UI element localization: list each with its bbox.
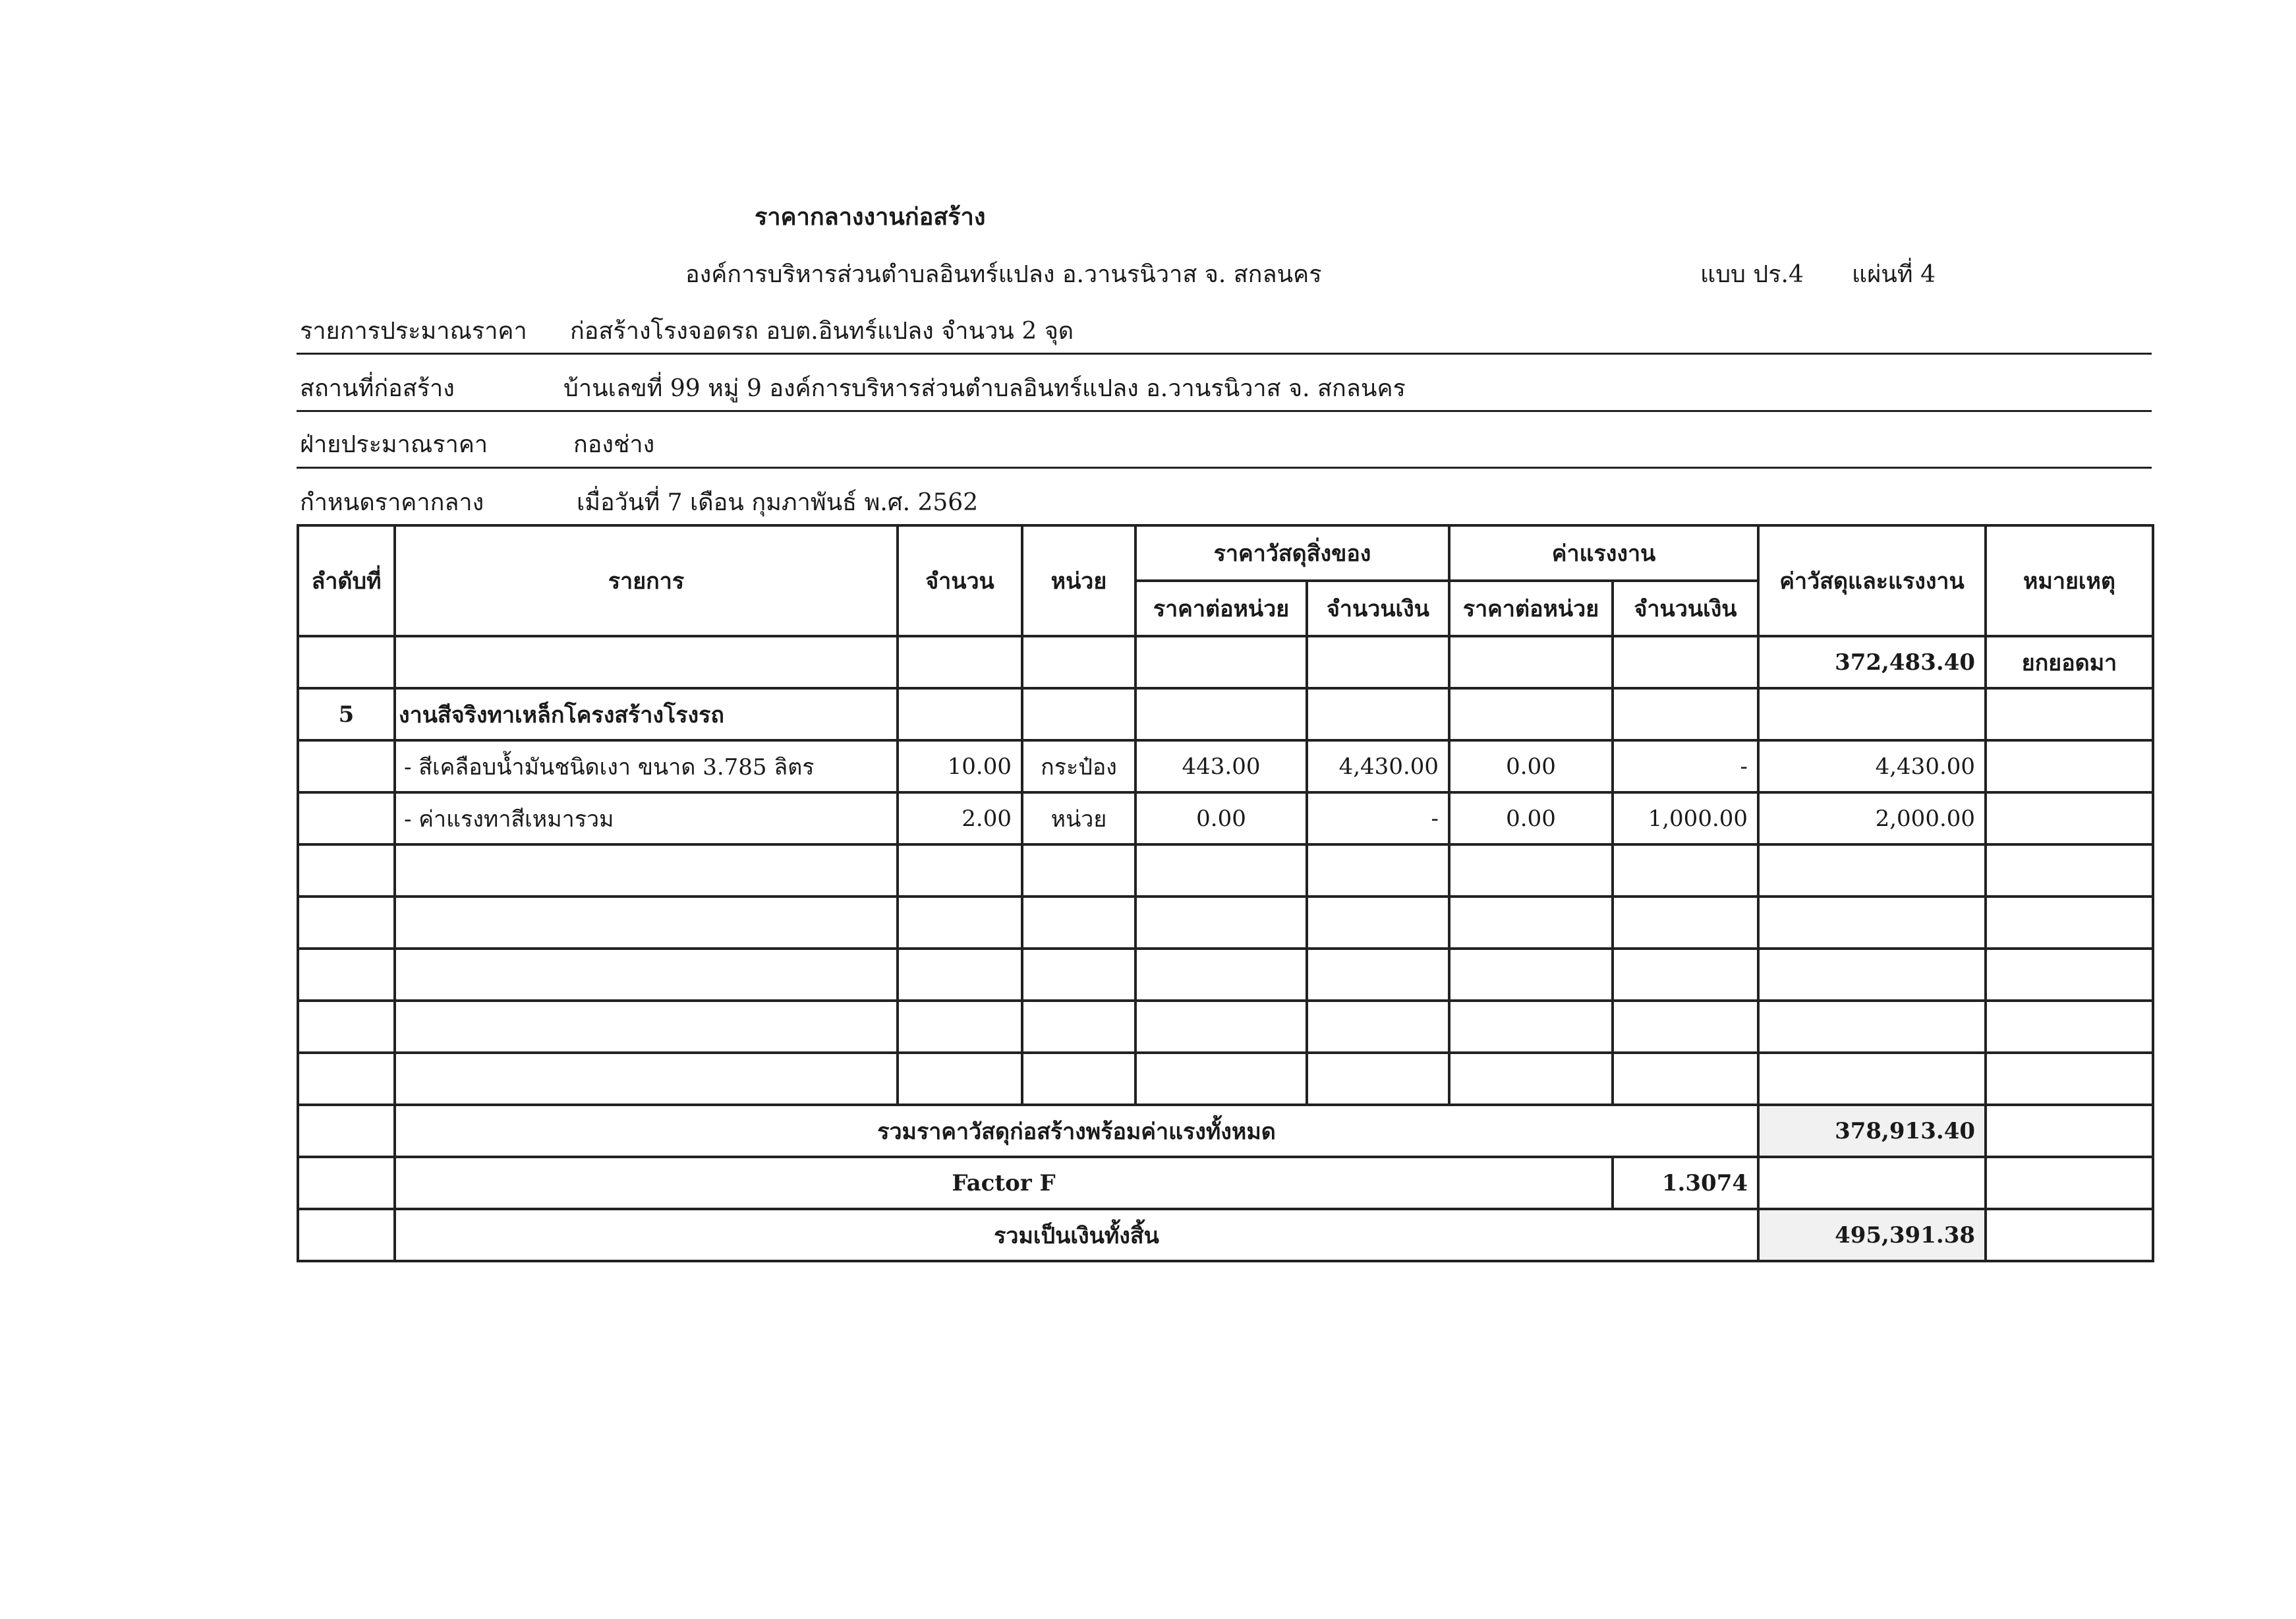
factor-value: 1.3074 (1613, 1157, 1758, 1209)
row-unit: กระป๋อง (1022, 740, 1135, 792)
subtotal-row (298, 1105, 2153, 1157)
carried-remark: ยกยอดมา (1986, 636, 2153, 688)
section-no: 5 (298, 688, 395, 740)
info-label-department: ฝ่ายประมาณราคา (300, 431, 488, 458)
col-header-mat-amount: จำนวนเงิน (1307, 581, 1449, 636)
divider (297, 467, 2152, 469)
info-value-date: เมื่อวันที่ 7 เดือน กุมภาพันธ์ พ.ศ. 2562 (577, 489, 979, 516)
row-mat-unit-price: 0.00 (1135, 792, 1307, 844)
divider (297, 353, 2152, 355)
col-header-unit: หน่วย (1022, 525, 1135, 636)
row-qty: 2.00 (898, 792, 1022, 844)
grand-total-label: รวมเป็นเงินทั้งสิ้น (395, 1209, 1758, 1261)
col-header-qty: จำนวน (898, 525, 1022, 636)
info-label-date: กำหนดราคากลาง (300, 489, 484, 516)
subtotal-label: รวมราคาวัสดุก่อสร้างพร้อมค่าแรงทั้งหมด (395, 1105, 1758, 1157)
info-value-location: บ้านเลขที่ 99 หมู่ 9 องค์การบริหารส่วนตำบลอินทร์แปลง อ.วานรนิวาส จ. สกลนคร (563, 375, 1406, 402)
info-value-project: ก่อสร้างโรงจอดรถ อบต.อินทร์แปลง จำนวน 2 จุด (570, 318, 1074, 345)
table-row-empty (298, 897, 2153, 949)
col-header-lab-unit-price: ราคาต่อหน่วย (1449, 581, 1613, 636)
col-header-material-group: ราคาวัสดุสิ่งของ (1135, 525, 1449, 581)
row-lab-unit-price: 0.00 (1449, 792, 1613, 844)
row-mat-amount: - (1307, 792, 1449, 844)
row-qty: 10.00 (898, 740, 1022, 792)
col-header-lab-amount: จำนวนเงิน (1613, 581, 1758, 636)
row-lab-unit-price: 0.00 (1449, 740, 1613, 792)
form-code: แบบ ปร.4 (1700, 261, 1804, 288)
carried-total: 372,483.40 (1758, 636, 1986, 688)
col-header-item: รายการ (395, 525, 898, 636)
divider (297, 410, 2152, 412)
info-label-location: สถานที่ก่อสร้าง (300, 375, 455, 402)
col-header-mat-unit-price: ราคาต่อหน่วย (1135, 581, 1307, 636)
row-total: 2,000.00 (1758, 792, 1986, 844)
table-row (298, 740, 2153, 792)
row-mat-amount: 4,430.00 (1307, 740, 1449, 792)
info-value-department: กองช่าง (573, 431, 655, 458)
col-header-labor-group: ค่าแรงงาน (1449, 525, 1758, 581)
row-lab-amount: 1,000.00 (1613, 792, 1758, 844)
row-item: - สีเคลือบน้ำมันชนิดเงา ขนาด 3.785 ลิตร (395, 740, 898, 792)
table-row-empty (298, 1053, 2153, 1105)
sheet-number: แผ่นที่ 4 (1852, 261, 1936, 288)
table-row (298, 792, 2153, 844)
table-row-empty (298, 844, 2153, 897)
table-row-empty (298, 1001, 2153, 1053)
organization-line: องค์การบริหารส่วนตำบลอินทร์แปลง อ.วานรนิวาส จ. สกลนคร (685, 261, 1322, 288)
grand-total-value: 495,391.38 (1758, 1209, 1986, 1261)
page-title: ราคากลางงานก่อสร้าง (755, 203, 986, 231)
grand-total-row (298, 1209, 2153, 1261)
subtotal-value: 378,913.40 (1758, 1105, 1986, 1157)
table-row-section (298, 688, 2153, 740)
row-item: - ค่าแรงทาสีเหมารวม (395, 792, 898, 844)
row-unit: หน่วย (1022, 792, 1135, 844)
col-header-remark: หมายเหตุ (1986, 525, 2153, 636)
factor-label: Factor F (395, 1157, 1613, 1209)
table-row-carried (298, 636, 2153, 688)
info-label-project: รายการประมาณราคา (300, 318, 527, 345)
row-lab-amount: - (1613, 740, 1758, 792)
col-header-no: ลำดับที่ (298, 525, 395, 636)
estimate-table (297, 524, 2154, 1262)
factor-row (298, 1157, 2153, 1209)
row-total: 4,430.00 (1758, 740, 1986, 792)
row-mat-unit-price: 443.00 (1135, 740, 1307, 792)
table-row-empty (298, 949, 2153, 1001)
col-header-total: ค่าวัสดุและแรงงาน (1758, 525, 1986, 636)
section-title: งานสีจริงทาเหล็กโครงสร้างโรงรถ (395, 688, 898, 740)
